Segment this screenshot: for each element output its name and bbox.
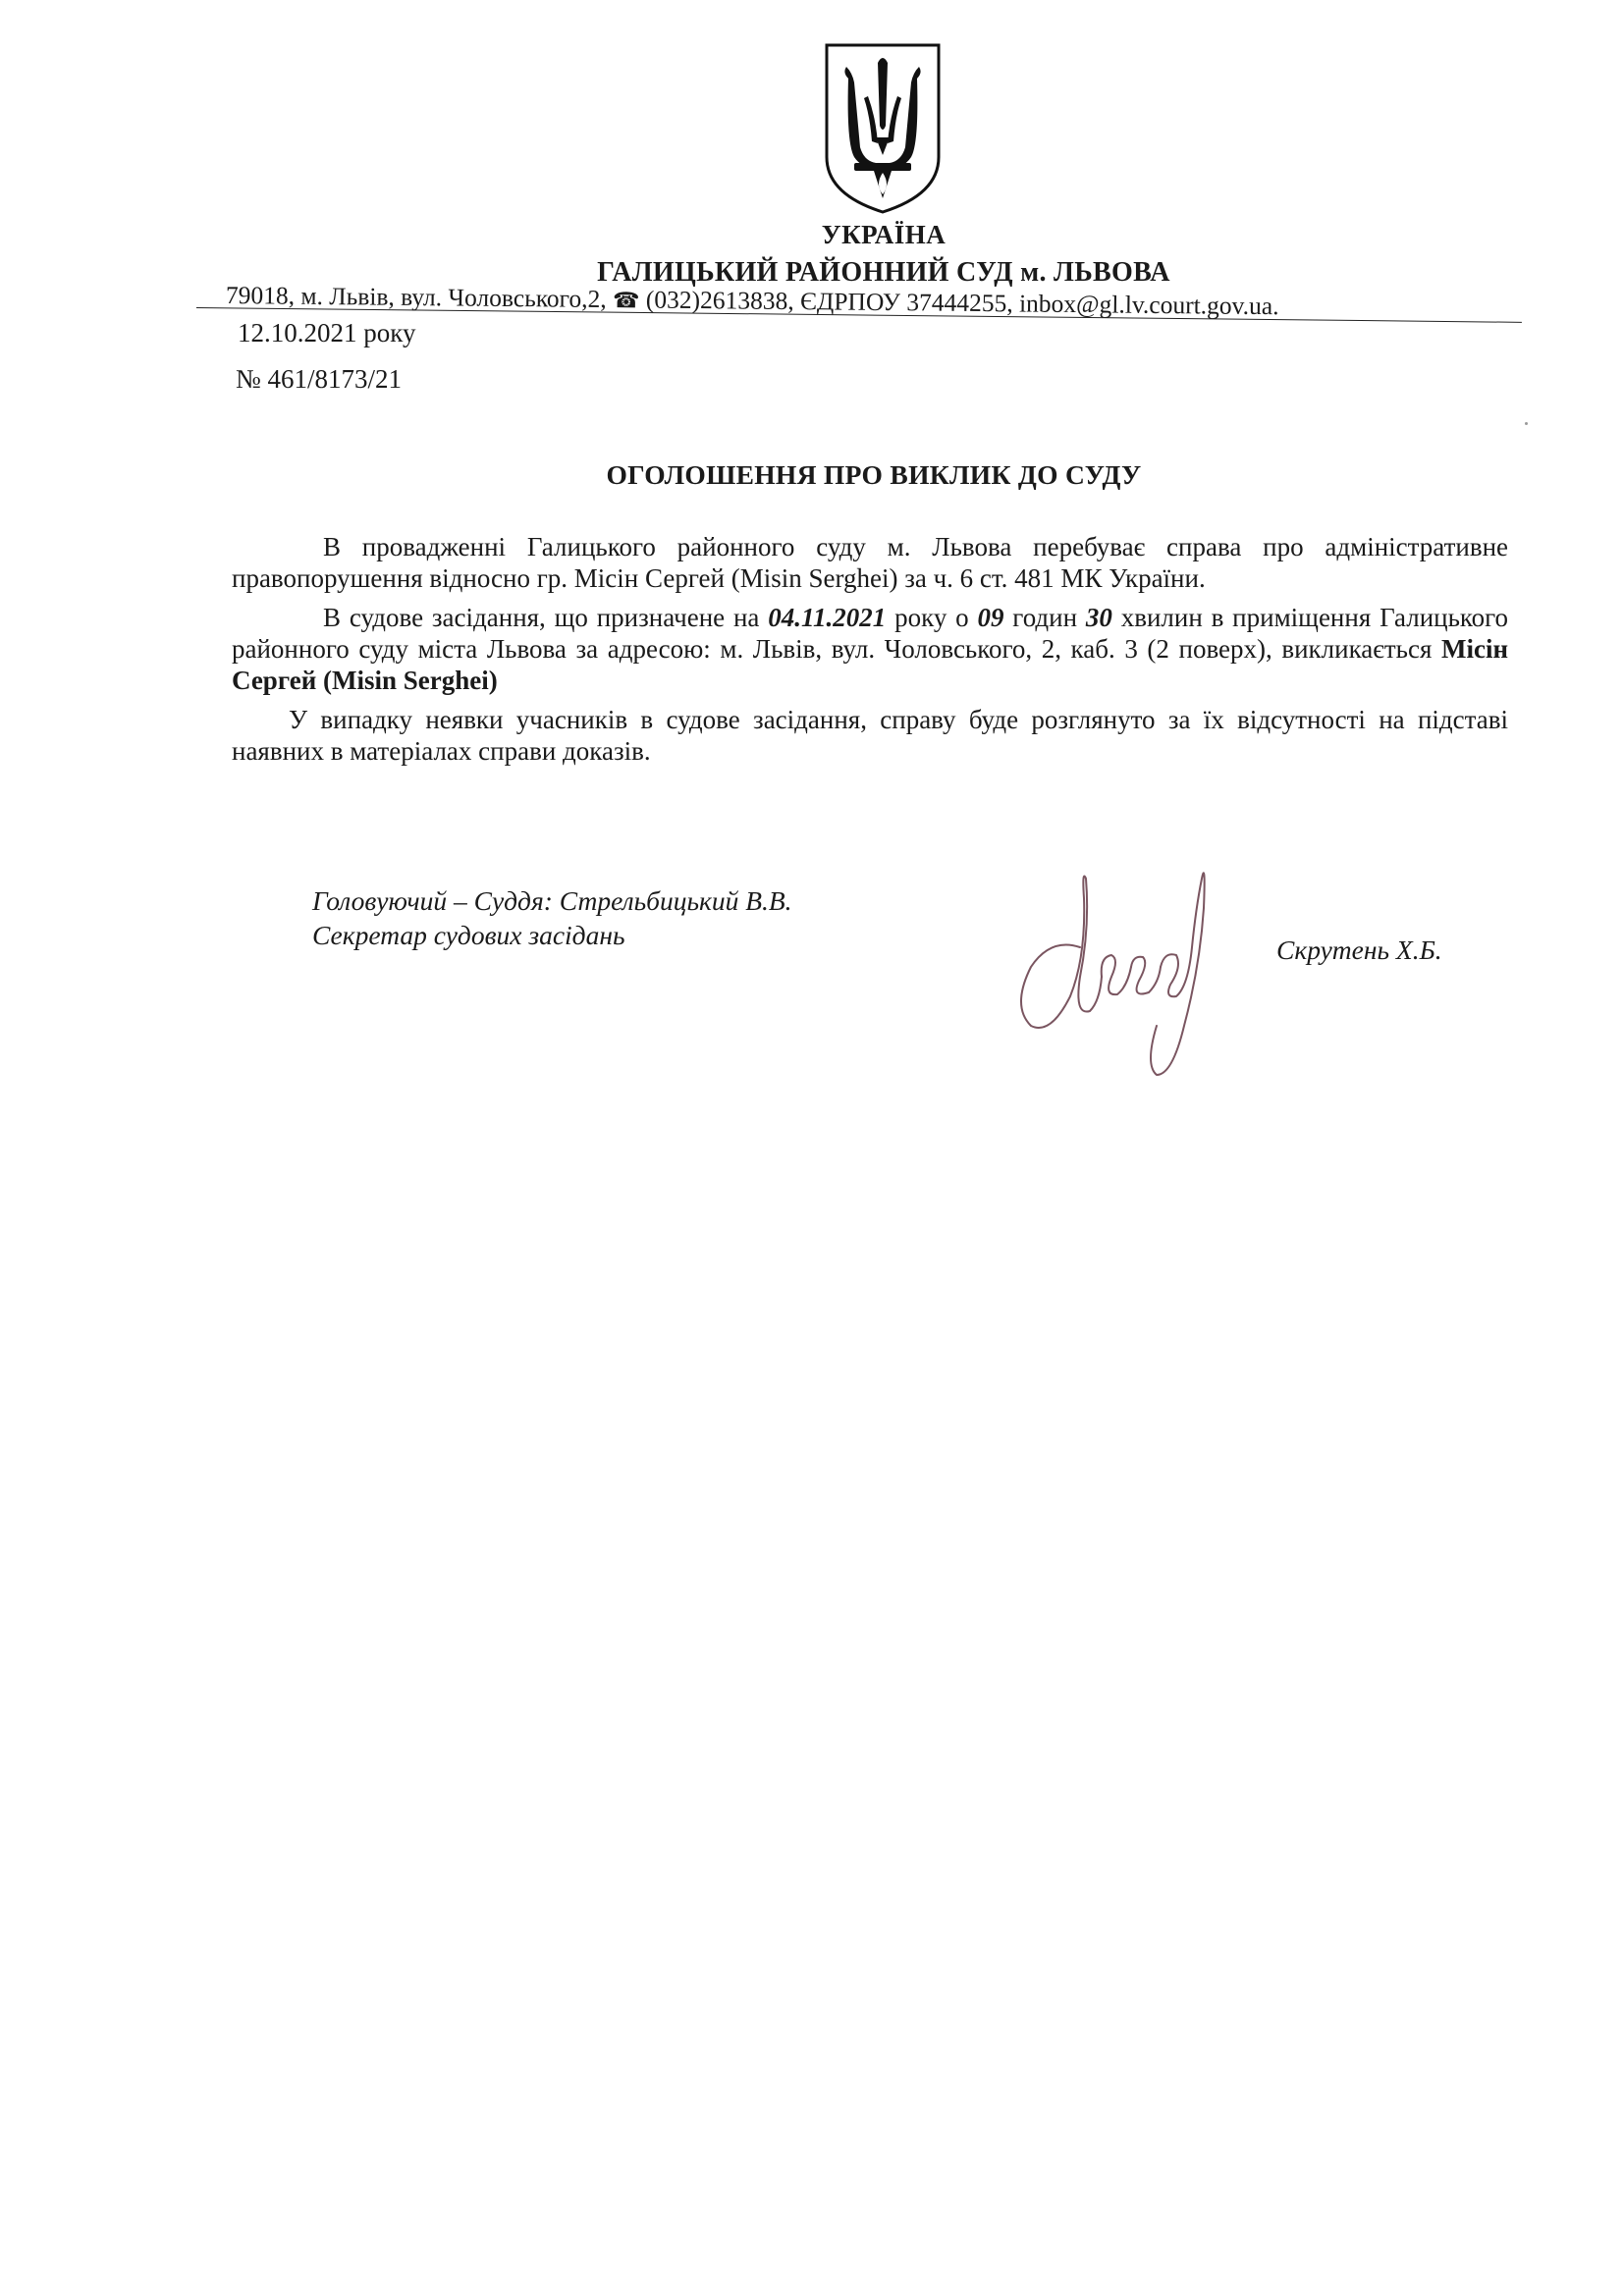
paragraph-case: В провадженні Галицького районного суду м. Львова перебуває справа про адміністративне правопорушення відносно гр. Місін Сергей (Misin Serghei) за ч. 6 ст. 481 МК України.: [232, 532, 1508, 593]
court-heading: ГАЛИЦЬКИЙ РАЙОННИЙ СУД м. ЛЬВОВА: [597, 257, 1170, 288]
paragraph-absence: У випадку неявки учасників в судове засідання, справу буде розглянуто за їх відсутності на підставі наявних в матеріалах справи доказів.: [232, 705, 1508, 766]
hearing-minutes: 30: [1085, 603, 1112, 632]
document-date: 12.10.2021 року: [238, 318, 416, 347]
paragraph-hearing: [232, 602, 1508, 696]
handwritten-signature: [992, 829, 1227, 1095]
scan-speck: [1525, 422, 1528, 425]
telephone-icon: ☎: [612, 289, 640, 314]
document-body: [232, 531, 1508, 774]
hearing-text-b: року о: [894, 603, 969, 632]
hearing-text-d: хвилин в приміщення Галицького районного суду міста Львова за адресою: м. Львів, вул. Чоловського, 2, каб. 3 (2 поверх), викликається: [232, 603, 1509, 664]
case-number: № 461/8173/21: [236, 364, 403, 394]
summoned-person: Місін Сергей (Misin Serghei): [232, 634, 1509, 695]
document-title: ОГОЛОШЕННЯ ПРО ВИКЛИК ДО СУДУ: [606, 459, 1142, 490]
secretary-line: Секретар судових засідань: [312, 920, 625, 950]
address-contacts: (032)2613838, ЄДРПОУ 37444255, inbox@gl.lv.court.gov.ua.: [645, 285, 1279, 321]
hearing-text-c: годин: [1012, 603, 1078, 632]
hearing-hours: 09: [977, 603, 1004, 632]
coat-of-arms-icon: [821, 39, 945, 216]
hearing-date: 04.11.2021: [768, 603, 887, 632]
address-street: 79018, м. Львів, вул. Чоловського,2,: [225, 281, 607, 314]
signature-block: [312, 883, 792, 952]
judge-line: Головуючий – Суддя: Стрельбицький В.В.: [312, 885, 792, 916]
country-heading: УКРАЇНА: [821, 220, 947, 249]
hearing-text-a: В судове засідання, що призначене на: [323, 603, 760, 632]
secretary-name: Скрутень Х.Б.: [1276, 934, 1442, 965]
